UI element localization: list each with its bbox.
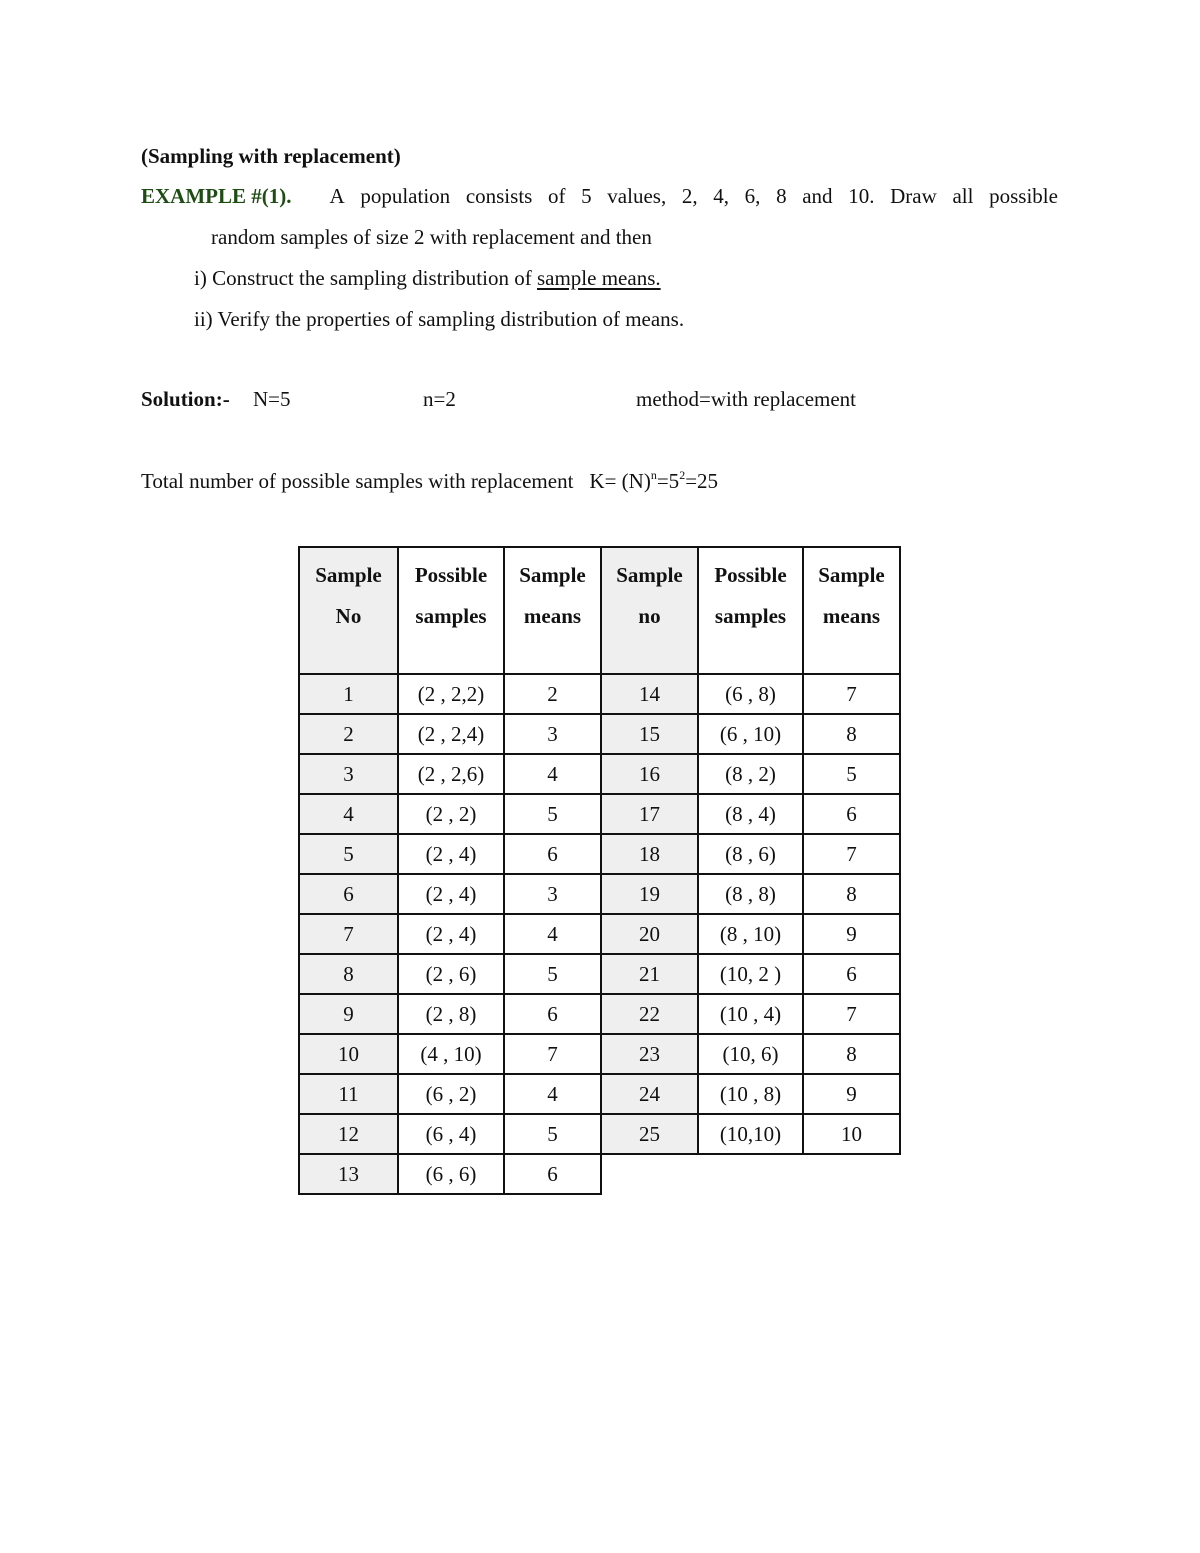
table-cell: 3 — [504, 874, 601, 914]
example-word: of — [547, 184, 566, 208]
table-cell: 2 — [299, 714, 398, 754]
table-cell: (8 , 2) — [698, 754, 803, 794]
table-cell: (6 , 10) — [698, 714, 803, 754]
task-part-1-underlined: sample means. — [536, 266, 661, 290]
table-cell: 6 — [803, 794, 900, 834]
example-statement-line — [141, 186, 1058, 207]
table-cell: 6 — [504, 994, 601, 1034]
task-part-1-text: i) Construct the sampling distribution of — [194, 266, 537, 290]
formula-part-a: K= (N) — [589, 469, 651, 493]
table-cell: 9 — [299, 994, 398, 1034]
table-cell: (8 , 10) — [698, 914, 803, 954]
table-cell: 9 — [803, 914, 900, 954]
table-cell-empty — [698, 1154, 803, 1194]
table-cell: 7 — [504, 1034, 601, 1074]
total-samples-formula — [589, 469, 718, 493]
table-cell: (2 , 4) — [398, 834, 504, 874]
example-word: 2, — [681, 184, 698, 208]
table-cell: 6 — [504, 1154, 601, 1194]
table-cell: 7 — [803, 994, 900, 1034]
table-cell: (10 , 8) — [698, 1074, 803, 1114]
table-row — [299, 874, 900, 914]
table-cell: 25 — [601, 1114, 698, 1154]
table-cell: 10 — [299, 1034, 398, 1074]
table-row — [299, 994, 900, 1034]
table-cell: (2 , 2,6) — [398, 754, 504, 794]
table-cell: 21 — [601, 954, 698, 994]
table-cell: (10,10) — [698, 1114, 803, 1154]
table-cell: 16 — [601, 754, 698, 794]
table-cell: 5 — [504, 794, 601, 834]
table-cell: 8 — [803, 874, 900, 914]
sampling-table-body — [299, 547, 900, 1194]
table-cell: 18 — [601, 834, 698, 874]
formula-exponent-2: 2 — [679, 468, 686, 482]
table-cell: (10, 2 ) — [698, 954, 803, 994]
table-cell: 15 — [601, 714, 698, 754]
table-cell-empty — [803, 1154, 900, 1194]
table-cell: 14 — [601, 674, 698, 714]
table-cell: 4 — [504, 914, 601, 954]
table-cell: 22 — [601, 994, 698, 1034]
example-statement-continuation: random samples of size 2 with replacement and then — [211, 225, 652, 249]
table-cell: 5 — [504, 954, 601, 994]
example-word: 6, — [744, 184, 761, 208]
formula-exponent-n: n — [650, 468, 657, 482]
example-word: Draw — [890, 184, 937, 208]
column-header-line: samples — [714, 604, 787, 628]
table-row — [299, 1034, 900, 1074]
column-header-line: No — [335, 604, 362, 628]
table-cell: 19 — [601, 874, 698, 914]
table-cell: (2 , 6) — [398, 954, 504, 994]
formula-part-c: =25 — [685, 469, 719, 493]
table-cell: 9 — [803, 1074, 900, 1114]
column-header-line: Sample — [616, 563, 683, 587]
table-header-row — [299, 547, 900, 674]
table-cell: (6 , 6) — [398, 1154, 504, 1194]
table-cell: 7 — [803, 834, 900, 874]
table-cell: (2 , 2,4) — [398, 714, 504, 754]
column-header — [504, 547, 601, 674]
table-row — [299, 674, 900, 714]
table-cell: 17 — [601, 794, 698, 834]
table-cell: 5 — [803, 754, 900, 794]
table-cell: (2 , 8) — [398, 994, 504, 1034]
table-cell: (2 , 2,2) — [398, 674, 504, 714]
solution-label: Solution:- — [141, 387, 230, 411]
table-cell: 20 — [601, 914, 698, 954]
table-row — [299, 794, 900, 834]
example-word: 8 — [776, 184, 787, 208]
table-cell: (4 , 10) — [398, 1034, 504, 1074]
table-cell: 11 — [299, 1074, 398, 1114]
table-cell: 8 — [803, 714, 900, 754]
table-cell: (10, 6) — [698, 1034, 803, 1074]
example-word: 10. — [848, 184, 875, 208]
table-cell: (8 , 4) — [698, 794, 803, 834]
example-word: consists — [465, 184, 533, 208]
table-cell: 1 — [299, 674, 398, 714]
table-row — [299, 1114, 900, 1154]
total-samples-text: Total number of possible samples with replacement — [141, 469, 574, 493]
table-cell: 7 — [299, 914, 398, 954]
column-header — [601, 547, 698, 674]
task-part-2: ii) Verify the properties of sampling distribution of means. — [194, 307, 685, 331]
table-cell: 8 — [803, 1034, 900, 1074]
column-header-line: Possible — [414, 563, 488, 587]
solution-sample-size: n=2 — [423, 387, 456, 411]
table-cell: 4 — [504, 1074, 601, 1114]
table-row — [299, 914, 900, 954]
table-row — [299, 1154, 900, 1194]
table-cell: 2 — [504, 674, 601, 714]
column-header-line: Possible — [714, 563, 787, 587]
table-cell: (6 , 4) — [398, 1114, 504, 1154]
column-header — [398, 547, 504, 674]
table-cell: 3 — [299, 754, 398, 794]
column-header-line: Sample — [818, 563, 885, 587]
table-cell: 13 — [299, 1154, 398, 1194]
table-cell: (8 , 6) — [698, 834, 803, 874]
example-label: EXAMPLE #(1). — [141, 184, 292, 208]
table-row — [299, 954, 900, 994]
column-header-line: means — [822, 604, 881, 628]
table-cell: (2 , 2) — [398, 794, 504, 834]
column-header — [299, 547, 398, 674]
table-cell-empty — [601, 1154, 698, 1194]
example-word: and — [802, 184, 833, 208]
table-cell: (6 , 2) — [398, 1074, 504, 1114]
column-header-line: means — [523, 604, 582, 628]
example-word: all — [952, 184, 974, 208]
table-row — [299, 834, 900, 874]
formula-part-b: =5 — [656, 469, 680, 493]
example-word: 4, — [713, 184, 730, 208]
example-word: 5 — [581, 184, 592, 208]
example-statement-text — [330, 186, 1059, 207]
column-header — [698, 547, 803, 674]
table-cell: (2 , 4) — [398, 914, 504, 954]
table-cell: 5 — [299, 834, 398, 874]
solution-method: method=with replacement — [636, 387, 857, 411]
table-cell: (8 , 8) — [698, 874, 803, 914]
total-samples-line — [141, 468, 719, 493]
column-header-line: Sample — [315, 563, 382, 587]
table-cell: 3 — [504, 714, 601, 754]
table-cell: 8 — [299, 954, 398, 994]
task-part-1 — [194, 268, 661, 289]
table-cell: 7 — [803, 674, 900, 714]
example-word: values, — [607, 184, 667, 208]
table-cell: 6 — [803, 954, 900, 994]
table-cell: 24 — [601, 1074, 698, 1114]
column-header-line: Sample — [519, 563, 586, 587]
column-header — [803, 547, 900, 674]
table-cell: 5 — [504, 1114, 601, 1154]
example-word: population — [360, 184, 451, 208]
table-cell: 4 — [504, 754, 601, 794]
table-cell: 10 — [803, 1114, 900, 1154]
table-cell: 12 — [299, 1114, 398, 1154]
table-cell: 6 — [299, 874, 398, 914]
table-cell: (10 , 4) — [698, 994, 803, 1034]
table-cell: (6 , 8) — [698, 674, 803, 714]
table-row — [299, 754, 900, 794]
table-row — [299, 714, 900, 754]
table-row — [299, 1074, 900, 1114]
column-header-line: samples — [415, 604, 487, 628]
sampling-table — [298, 546, 901, 1195]
table-cell: 23 — [601, 1034, 698, 1074]
page-heading: (Sampling with replacement) — [141, 144, 401, 168]
solution-population-size: N=5 — [253, 387, 291, 411]
table-cell: 4 — [299, 794, 398, 834]
example-word: possible — [989, 184, 1058, 208]
example-word: A — [329, 184, 345, 208]
column-header-line: no — [638, 604, 661, 628]
table-cell: 6 — [504, 834, 601, 874]
table-cell: (2 , 4) — [398, 874, 504, 914]
